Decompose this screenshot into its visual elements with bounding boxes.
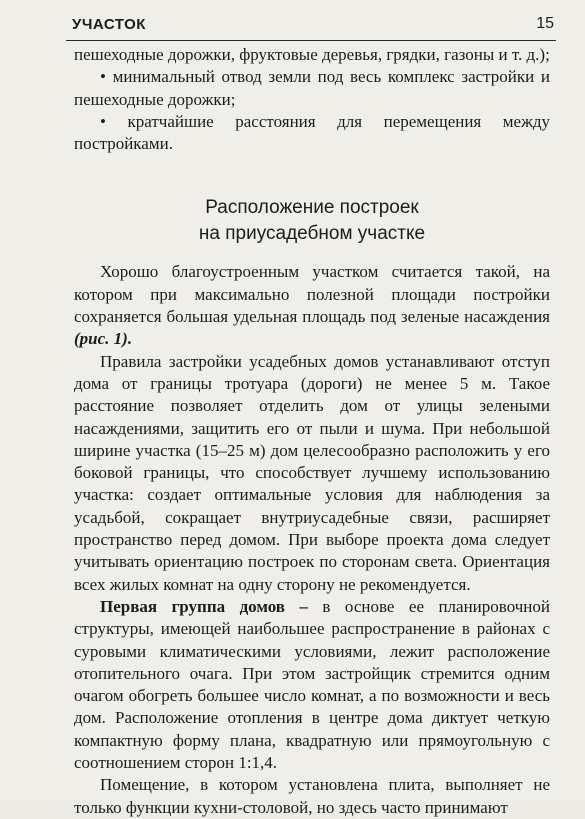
bullet-item: • кратчайшие расстояния для перемещения между постройками. xyxy=(74,111,550,154)
section-heading-line: Расположение построек xyxy=(205,197,419,219)
paragraph: Помещение, в котором установлена плита, выполняет не только функции кухни-столовой, но здесь часто принимают xyxy=(74,775,550,817)
paragraph-lead: Первая группа домов – xyxy=(100,596,308,616)
paragraph: Правила застройки усадебных домов устанавливают отступ дома от границы тротуара (дороги) не менее 5 м. Такое расстояние позволяет отделить дом от улицы зелеными насаждениями, защитить его от пыли и шума. При небольшой ширине участка (15–25 м) дом целесообразно расположить у его боковой границы, что способствует лучшему использованию участка: создает оптимальные условия для наблюдения за усадьбой, сокращает внутриусадебные связи, расширяет пространство перед домом. При выборе проекта дома следует учитывать ориентацию построек по сторонам света. Ориентация всех жилых комнат на одну сторону не рекомендуется. xyxy=(74,351,550,594)
figure-reference: (рис. 1). xyxy=(74,329,133,349)
page-number: 15 xyxy=(536,15,554,32)
bullet-item: • минимальный отвод земли под весь комплекс застройки и пешеходные дорожки; xyxy=(74,67,550,109)
section-title: УЧАСТОК xyxy=(72,16,146,33)
section-heading xyxy=(74,195,550,247)
continued-text: пешеходные дорожки, фруктовые деревья, грядки, газоны и т. д.); xyxy=(74,45,550,64)
paragraph-text: Хорошо благоустроенным участком считается такой, на котором при максимально полезной площади постройки сохраняется большая удельная площадь под зеленые насаждения xyxy=(74,262,550,327)
paragraph-text: в основе ее планировочной структуры, имеющей наибольшее распространение в районах с суровыми климатическими условиями, лежит расположение отопительного очага. При этом застройщик стремится одним очагом обогреть большее число комнат, а по возможности и весь дом. Расположение отопления в центре дома диктует четкую компактную форму плана, квадратную или прямоугольную с соотношением сторон 1:1,4. xyxy=(74,596,550,773)
section-heading-line: на приусадебном участке xyxy=(198,223,426,245)
running-header xyxy=(66,14,556,41)
paragraph xyxy=(74,596,550,774)
page-body xyxy=(74,44,550,819)
paragraph xyxy=(74,261,550,350)
